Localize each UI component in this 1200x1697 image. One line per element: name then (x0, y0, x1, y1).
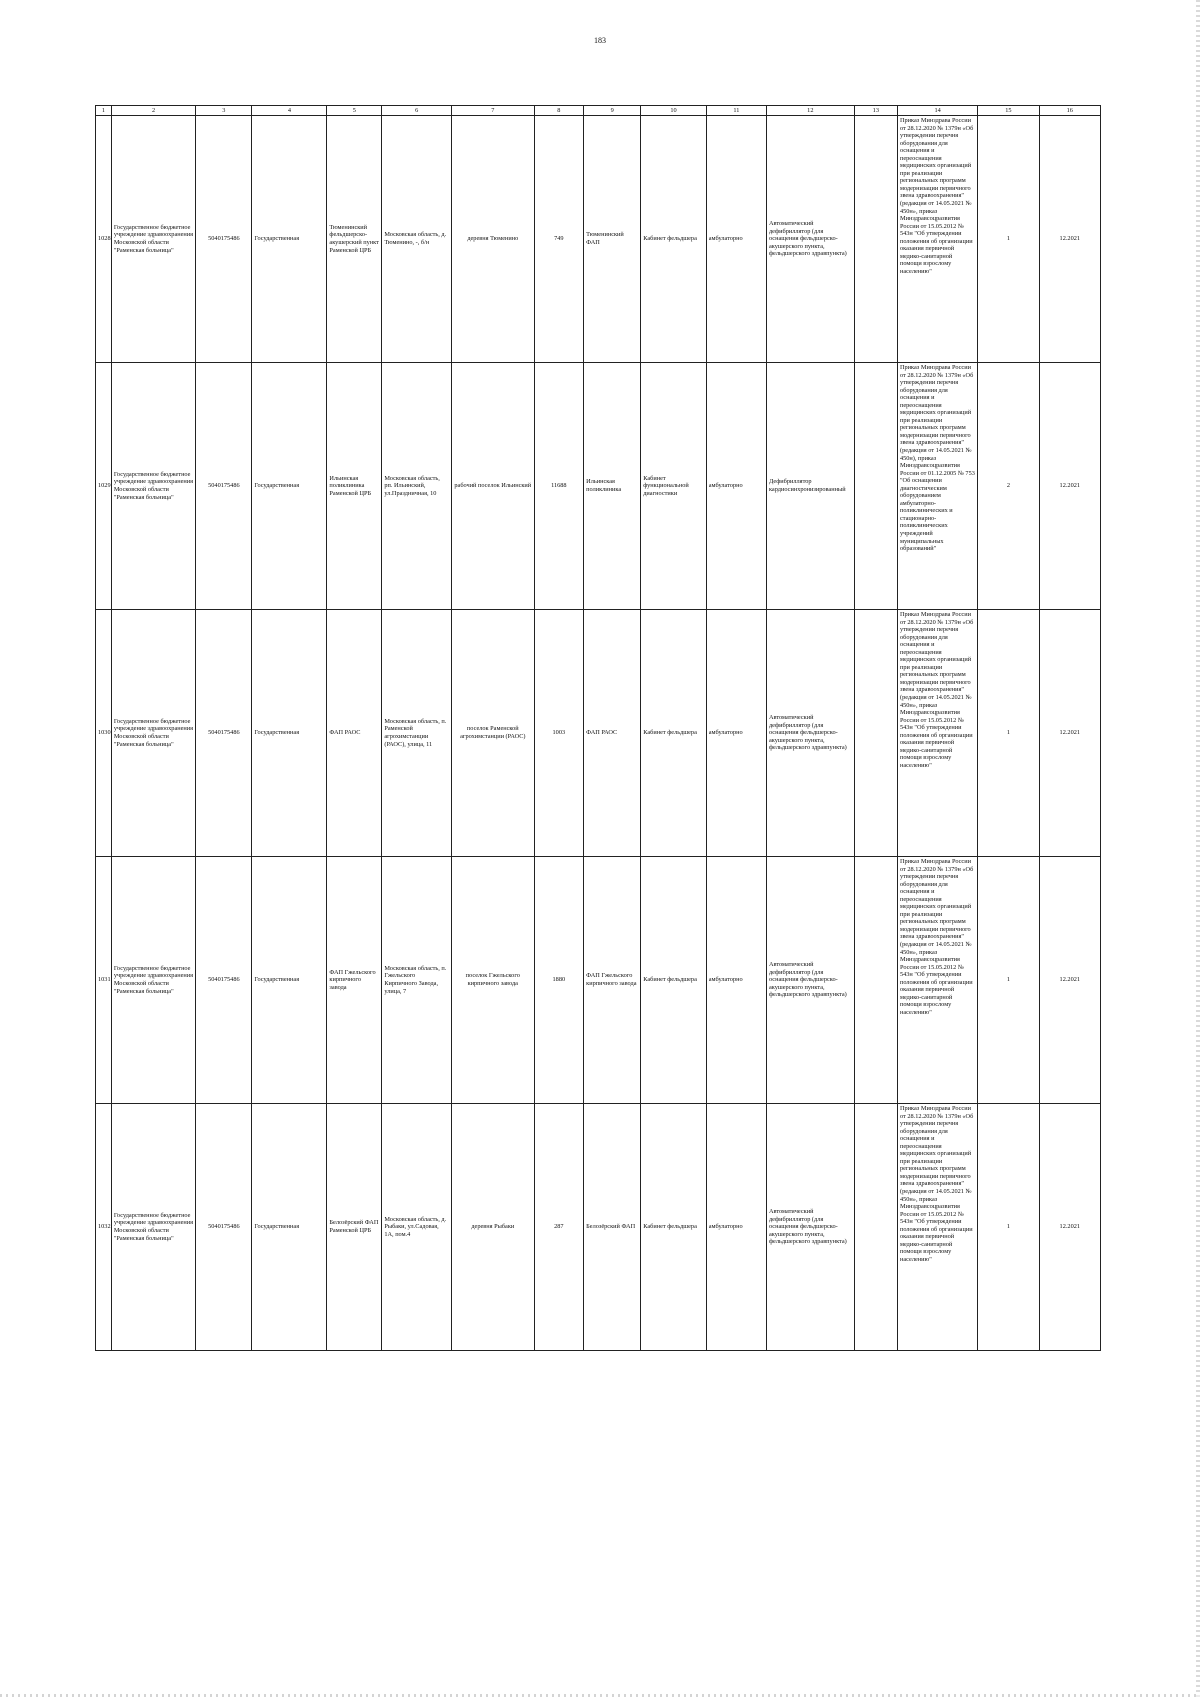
population: 749 (534, 116, 584, 363)
column-13-cell (854, 1104, 897, 1351)
cabinet-name: Кабинет фельдшера (641, 116, 707, 363)
structural-unit: Ильинская поликлиника Раменской ЦРБ (327, 363, 382, 610)
scan-edge-artifact (1196, 0, 1200, 1697)
column-13-cell (854, 857, 897, 1104)
row-number: 1029 (96, 363, 112, 610)
column-header: 15 (978, 106, 1039, 116)
regulation-reference: Приказ Минздрава России от 28.12.2020 № 1379н «Об утверждении перечня оборудования для оснащения и переоснащения медицинских организаций при реализации региональных программ модернизации первичного звена здравоохранения"(редакция от 14.05.2021 № 450н», приказ Минздравсоцразвития России от 15.05.2012 № 543н "Об утверждении положения об организации оказания первичной медико-санитарной помощи взрослому населению" (897, 857, 977, 1104)
delivery-date: 12.2021 (1039, 1104, 1100, 1351)
quantity: 1 (978, 857, 1039, 1104)
table-row (96, 363, 1101, 610)
column-13-cell (854, 363, 897, 610)
equipment-name: Автоматический дефибриллятор (для оснащения фельдшерско-акушерского пункта, фельдшерского здравпункта) (766, 610, 854, 857)
cabinet-name: Кабинет фельдшера (641, 857, 707, 1104)
inn: 5040175486 (196, 610, 252, 857)
column-header: 8 (534, 106, 584, 116)
population: 287 (534, 1104, 584, 1351)
equipment-name: Автоматический дефибриллятор (для оснащения фельдшерско-акушерского пункта, фельдшерского здравпункта) (766, 116, 854, 363)
address: Московская область, д. Рыбаки, ул.Садовая, 1А, пом.4 (382, 1104, 452, 1351)
address: Московская область, рп. Ильинский, ул.Праздничная, 10 (382, 363, 452, 610)
ownership-form: Государственная (252, 363, 327, 610)
column-header: 1 (96, 106, 112, 116)
column-header: 11 (706, 106, 766, 116)
organization-name: Государственное бюджетное учреждение здравоохранения Московской области "Раменская больница" (111, 610, 196, 857)
structural-unit: ФАП РАОС (327, 610, 382, 857)
delivery-date: 12.2021 (1039, 116, 1100, 363)
page-number: 183 (594, 36, 606, 45)
column-header: 14 (897, 106, 977, 116)
care-conditions: амбулаторно (706, 363, 766, 610)
organization-name: Государственное бюджетное учреждение здравоохранения Московской области "Раменская больница" (111, 1104, 196, 1351)
cabinet-name: Кабинет фельдшера (641, 1104, 707, 1351)
structural-unit: ФАП Гжельского кирпичного завода (327, 857, 382, 1104)
population: 1003 (534, 610, 584, 857)
column-header: 4 (252, 106, 327, 116)
address: Московская область, п. Раменской агрохимстанции (РАОС), улица, 11 (382, 610, 452, 857)
settlement: поселок Гжельского кирпичного завода (452, 857, 534, 1104)
address: Московская область, п. Гжельского Кирпичного Завода, улица, 7 (382, 857, 452, 1104)
care-conditions: амбулаторно (706, 116, 766, 363)
settlement: деревня Тюменино (452, 116, 534, 363)
column-header: 16 (1039, 106, 1100, 116)
row-number: 1032 (96, 1104, 112, 1351)
quantity: 1 (978, 610, 1039, 857)
row-number: 1030 (96, 610, 112, 857)
column-header: 12 (766, 106, 854, 116)
table-row (96, 857, 1101, 1104)
regulation-reference: Приказ Минздрава России от 28.12.2020 № 1379н «Об утверждении перечня оборудования для оснащения и переоснащения медицинских организаций при реализации региональных программ модернизации первичного звена здравоохранения"(редакция от 14.05.2021 № 450н», приказ Минздравсоцразвития России от 15.05.2012 № 543н "Об утверждении положения об организации оказания первичной медико-санитарной помощи взрослому населению" (897, 116, 977, 363)
facility-name: Ильинская поликлиника (584, 363, 641, 610)
column-header: 10 (641, 106, 707, 116)
population: 11688 (534, 363, 584, 610)
column-header: 9 (584, 106, 641, 116)
ownership-form: Государственная (252, 116, 327, 363)
ownership-form: Государственная (252, 1104, 327, 1351)
facility-name: ФАП Гжельского кирпичного завода (584, 857, 641, 1104)
column-header: 13 (854, 106, 897, 116)
quantity: 1 (978, 116, 1039, 363)
quantity: 1 (978, 1104, 1039, 1351)
inn: 5040175486 (196, 363, 252, 610)
regulation-reference: Приказ Минздрава России от 28.12.2020 № 1379н «Об утверждении перечня оборудования для оснащения и переоснащения медицинских организаций при реализации региональных программ модернизации первичного звена здравоохранения"(редакция от 14.05.2021 № 450н», приказ Минздравсоцразвития России от 15.05.2012 № 543н "Об утверждении положения об организации оказания первичной медико-санитарной помощи взрослому населению" (897, 610, 977, 857)
delivery-date: 12.2021 (1039, 363, 1100, 610)
table-row (96, 116, 1101, 363)
inn: 5040175486 (196, 116, 252, 363)
population: 1880 (534, 857, 584, 1104)
settlement: рабочий поселок Ильинский (452, 363, 534, 610)
column-header: 6 (382, 106, 452, 116)
facility-name: Белозёрский ФАП (584, 1104, 641, 1351)
ownership-form: Государственная (252, 610, 327, 857)
table-row (96, 1104, 1101, 1351)
table-row (96, 610, 1101, 857)
regulation-reference: Приказ Минздрава России от 28.12.2020 № 1379н «Об утверждении перечня оборудования для оснащения и переоснащения медицинских организаций при реализации региональных программ модернизации первичного звена здравоохранения"(редакция от 14.05.2021 № 450н), приказ Минздравсоцразвития России от 01.12.2005 № 753 "Об оснащении диагностическим оборудованием амбулаторно-поликлинических и стационарно-поликлинических учреждений муниципальных образований" (897, 363, 977, 610)
column-header: 3 (196, 106, 252, 116)
facility-name: Тюменинский ФАП (584, 116, 641, 363)
care-conditions: амбулаторно (706, 610, 766, 857)
organization-name: Государственное бюджетное учреждение здравоохранения Московской области "Раменская больница" (111, 116, 196, 363)
facility-name: ФАП РАОС (584, 610, 641, 857)
structural-unit: Тюменинский фельдшерско-акушерский пункт Раменской ЦРБ (327, 116, 382, 363)
settlement: поселок Раменской агрохимстанции (РАОС) (452, 610, 534, 857)
care-conditions: амбулаторно (706, 1104, 766, 1351)
structural-unit: Белозёрский ФАП Раменской ЦРБ (327, 1104, 382, 1351)
cabinet-name: Кабинет фельдшера (641, 610, 707, 857)
row-number: 1031 (96, 857, 112, 1104)
column-13-cell (854, 116, 897, 363)
inn: 5040175486 (196, 857, 252, 1104)
delivery-date: 12.2021 (1039, 857, 1100, 1104)
care-conditions: амбулаторно (706, 857, 766, 1104)
organization-name: Государственное бюджетное учреждение здравоохранения Московской области "Раменская больница" (111, 363, 196, 610)
column-header: 7 (452, 106, 534, 116)
quantity: 2 (978, 363, 1039, 610)
regulation-reference: Приказ Минздрава России от 28.12.2020 № 1379н «Об утверждении перечня оборудования для оснащения и переоснащения медицинских организаций при реализации региональных программ модернизации первичного звена здравоохранения"(редакция от 14.05.2021 № 450н», приказ Минздравсоцразвития России от 15.05.2012 № 543н "Об утверждении положения об организации оказания первичной медико-санитарной помощи взрослому населению" (897, 1104, 977, 1351)
inn: 5040175486 (196, 1104, 252, 1351)
row-number: 1028 (96, 116, 112, 363)
column-number-row (96, 106, 1101, 116)
settlement: деревня Рыбаки (452, 1104, 534, 1351)
delivery-date: 12.2021 (1039, 610, 1100, 857)
organization-name: Государственное бюджетное учреждение здравоохранения Московской области "Раменская больница" (111, 857, 196, 1104)
ownership-form: Государственная (252, 857, 327, 1104)
column-13-cell (854, 610, 897, 857)
equipment-name: Автоматический дефибриллятор (для оснащения фельдшерско-акушерского пункта, фельдшерского здравпункта) (766, 1104, 854, 1351)
address: Московская область, д. Тюменино, -, б/н (382, 116, 452, 363)
equipment-table (95, 105, 1101, 1351)
equipment-name: Автоматический дефибриллятор (для оснащения фельдшерско-акушерского пункта, фельдшерского здравпункта) (766, 857, 854, 1104)
equipment-name: Дефибриллятор кардиосинхронизированный (766, 363, 854, 610)
column-header: 2 (111, 106, 196, 116)
column-header: 5 (327, 106, 382, 116)
cabinet-name: Кабинет функциональной диагностики (641, 363, 707, 610)
